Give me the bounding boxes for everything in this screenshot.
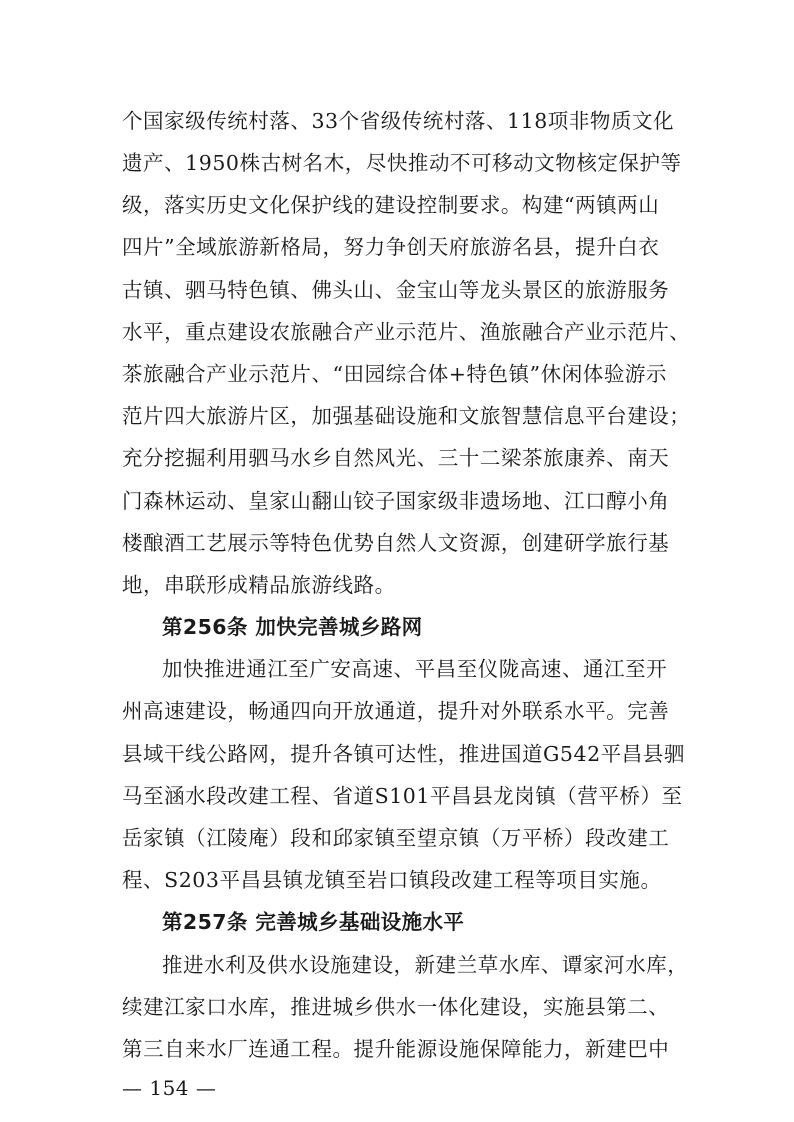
body-text-line: 水平，重点建设农旅融合产业示范片、渔旅融合产业示范片、 bbox=[122, 320, 691, 344]
body-text-line: 充分挖掘利用驷马水乡自然风光、三十二梁茶旅康养、南天 bbox=[122, 446, 670, 470]
body-text-line: 岳家镇（江陵庵）段和邱家镇至望京镇（万平桥）段改建工 bbox=[122, 826, 670, 850]
body-text-line: 古镇、驷马特色镇、佛头山、金宝山等龙头景区的旅游服务 bbox=[122, 278, 670, 302]
body-text-line: 县域干线公路网，提升各镇可达性，推进国道G542平昌县驷 bbox=[122, 742, 685, 766]
body-text-line: 马至涵水段改建工程、省道S101平昌县龙岗镇（营平桥）至 bbox=[122, 784, 683, 808]
body-text-line: 遗产、1950株古树名木，尽快推动不可移动文物核定保护等 bbox=[122, 151, 682, 175]
body-text-line: 楼酿酒工艺展示等特色优势自然人文资源，创建研学旅行基 bbox=[122, 531, 670, 555]
body-text-line: 门森林运动、皇家山翻山铰子国家级非遗场地、江口醇小角 bbox=[122, 489, 670, 513]
body-text-line: 四片”全域旅游新格局，努力争创天府旅游名县，提升白衣 bbox=[122, 235, 660, 259]
body-text-line: 茶旅融合产业示范片、“田园综合体+特色镇”休闲体验游示 bbox=[122, 362, 667, 386]
body-text-line: 第三自来水厂连通工程。提升能源设施保障能力，新建巴中 bbox=[122, 1037, 670, 1061]
body-text-line: 程、S203平昌县镇龙镇至岩口镇段改建工程等项目实施。 bbox=[122, 868, 662, 892]
body-text-line: 个国家级传统村落、33个省级传统村落、118项非物质文化 bbox=[122, 109, 675, 133]
body-text-line: 推进水利及供水设施建设，新建兰草水库、谭家河水库， bbox=[162, 953, 689, 977]
section-heading-257: 第257条 完善城乡基础设施水平 bbox=[162, 910, 465, 934]
body-text-line: 续建江家口水库，推进城乡供水一体化建设，实施县第二、 bbox=[122, 995, 670, 1019]
section-heading-256: 第256条 加快完善城乡路网 bbox=[162, 615, 423, 639]
body-text-line: 地，串联形成精品旅游线路。 bbox=[122, 573, 396, 597]
body-text-line: 加快推进通江至广安高速、平昌至仪陇高速、通江至开 bbox=[162, 657, 668, 681]
body-text-line: 范片四大旅游片区，加强基础设施和文旅智慧信息平台建设； bbox=[122, 404, 691, 428]
body-text-line: 级，落实历史文化保护线的建设控制要求。构建“两镇两山 bbox=[122, 193, 660, 217]
page-number: — 154 — bbox=[122, 1076, 217, 1100]
body-text-line: 州高速建设，畅通四向开放通道，提升对外联系水平。完善 bbox=[122, 699, 670, 723]
